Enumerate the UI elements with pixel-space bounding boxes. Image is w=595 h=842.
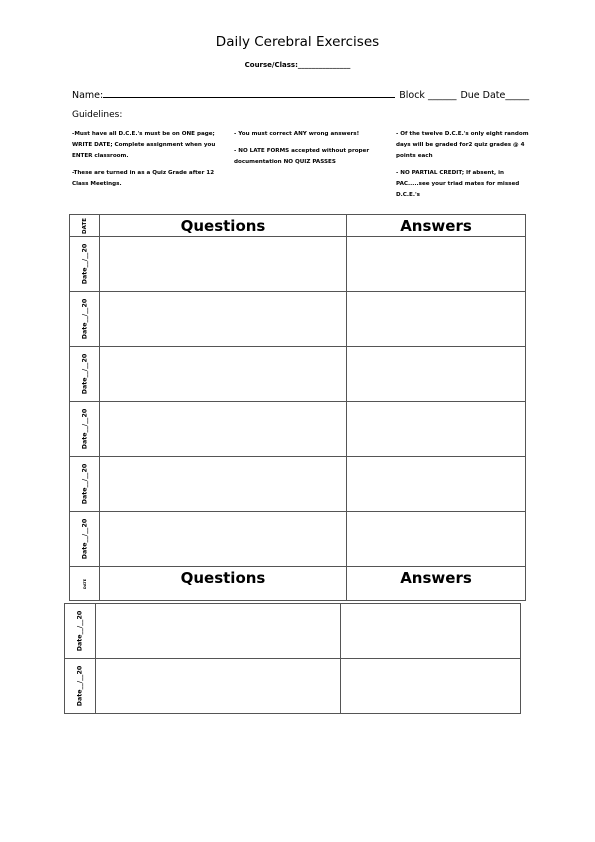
course-class-field[interactable]: Course/Class:_______________ — [244, 61, 351, 69]
table-row — [70, 347, 526, 402]
answer-cell[interactable] — [347, 347, 526, 402]
answers-header: Answers — [347, 215, 526, 237]
date-label: Date__/__20 — [81, 518, 88, 560]
question-cell[interactable] — [100, 402, 347, 457]
question-cell[interactable] — [100, 237, 347, 292]
date-header-cell — [70, 567, 100, 601]
question-cell[interactable] — [96, 604, 341, 659]
date-label: Date__/__20 — [81, 243, 88, 285]
answer-cell[interactable] — [347, 457, 526, 512]
questions-header: Questions — [100, 567, 347, 601]
question-cell[interactable] — [100, 292, 347, 347]
guidelines-column-2 — [234, 129, 384, 174]
answer-cell[interactable] — [341, 659, 521, 714]
answer-cell[interactable] — [341, 604, 521, 659]
table-row — [70, 237, 526, 292]
guidelines-column-3 — [396, 129, 531, 207]
table-row — [70, 402, 526, 457]
date-label: Date__/__20 — [81, 353, 88, 395]
guidelines-column-1 — [72, 129, 222, 196]
question-cell[interactable] — [100, 512, 347, 567]
date-cell[interactable] — [70, 237, 100, 292]
date-cell[interactable] — [65, 659, 96, 714]
table-row — [70, 512, 526, 567]
exercise-table-1 — [69, 214, 526, 601]
date-cell[interactable] — [65, 604, 96, 659]
date-header: DATE — [82, 578, 87, 589]
date-label: Date__/__20 — [76, 665, 84, 707]
name-block-due-line — [72, 88, 530, 101]
guideline-item: -These are turned in as a Quiz Grade after 12 Class Meetings. — [72, 170, 215, 187]
date-header-cell — [70, 215, 100, 237]
answer-cell[interactable] — [347, 512, 526, 567]
table-row — [65, 659, 521, 714]
answers-header: Answers — [347, 567, 526, 601]
exercise-table-2 — [64, 603, 521, 714]
due-date-label[interactable]: Due Date_____ — [460, 90, 530, 101]
question-cell[interactable] — [96, 659, 341, 714]
date-cell[interactable] — [70, 512, 100, 567]
guideline-item: - NO LATE FORMS accepted without proper documentation NO QUIZ PASSES — [234, 148, 370, 165]
date-label: Date__/__20 — [81, 298, 88, 340]
guideline-item: - Of the twelve D.C.E.'s only eight random days will be graded for2 quiz grades @ 4 points each — [396, 131, 529, 159]
questions-header: Questions — [100, 215, 347, 237]
table-header-row — [70, 215, 526, 237]
answer-cell[interactable] — [347, 292, 526, 347]
date-cell[interactable] — [70, 457, 100, 512]
table-row — [70, 292, 526, 347]
date-cell[interactable] — [70, 292, 100, 347]
guideline-item: - You must correct ANY wrong answers! — [234, 131, 360, 137]
page-title: Daily Cerebral Exercises — [215, 34, 380, 50]
date-header: DATE — [81, 217, 88, 234]
date-label: Date__/__20 — [81, 408, 88, 450]
date-cell[interactable] — [70, 347, 100, 402]
question-cell[interactable] — [100, 457, 347, 512]
block-label[interactable]: Block ______ — [399, 90, 457, 101]
name-field[interactable] — [103, 88, 395, 98]
date-label: Date__/__20 — [76, 610, 84, 652]
guidelines-heading: Guidelines: — [72, 110, 123, 120]
table-row — [70, 457, 526, 512]
answer-cell[interactable] — [347, 402, 526, 457]
answer-cell[interactable] — [347, 237, 526, 292]
question-cell[interactable] — [100, 347, 347, 402]
guideline-item: - NO PARTIAL CREDIT; If absent, in PAC.....see your triad mates for missed D.C.E.'s — [396, 170, 520, 198]
table-header-row — [70, 567, 526, 601]
name-label: Name: — [72, 90, 104, 101]
table-row — [65, 604, 521, 659]
date-cell[interactable] — [70, 402, 100, 457]
date-label: Date__/__20 — [81, 463, 88, 505]
guideline-item: -Must have all D.C.E.'s must be on ONE page; WRITE DATE; Complete assignment when you ENTER classroom. — [72, 131, 216, 159]
